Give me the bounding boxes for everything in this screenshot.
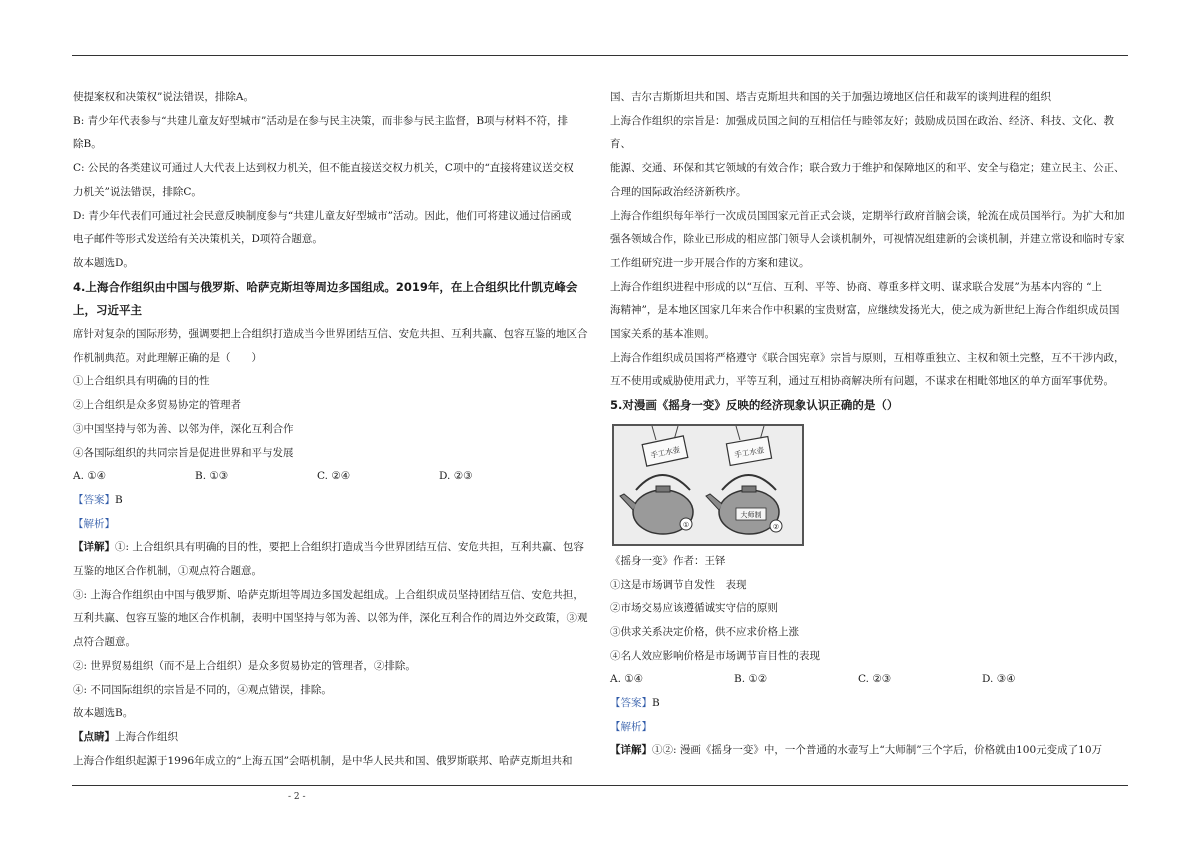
answer-line — [610, 692, 1130, 716]
statement: ①上合组织具有明确的目的性 — [73, 375, 210, 388]
detail-line — [610, 739, 1130, 763]
statement: ①这是市场调节自发性 表现 — [610, 578, 747, 591]
text-line: 合理的国际政治经济新秩序。 — [610, 185, 747, 198]
kettle-left-mark: ① — [682, 520, 690, 529]
text-line: 除B。 — [73, 138, 102, 151]
cartoon-image — [612, 424, 804, 546]
answer-line — [73, 489, 593, 513]
point-label: 【点睛】 — [73, 730, 115, 743]
point-continued — [610, 86, 1130, 394]
question-stem: 5.对漫画《摇身一变》反映的经济现象认识正确的是（） — [610, 398, 899, 413]
text-line: 国、吉尔吉斯斯坦共和国、塔吉克斯坦共和国的关于加强边境地区信任和裁军的谈判进程的组织 — [610, 91, 1051, 103]
text-line: 上海合作组织的宗旨是：加强成员国之间的互相信任与睦邻友好；鼓励成员国在政治、经济、科技、文化、教育、 — [610, 114, 1114, 151]
kettle-right-mark: ② — [772, 522, 780, 531]
price-tag-right-label: 手工水壶 — [733, 445, 765, 460]
answer-label: 【答案】 — [73, 493, 115, 506]
statement: ③中国坚持与邻为善、以邻为伴，深化互利合作 — [73, 422, 294, 435]
master-made-label: 大师制 — [740, 510, 762, 519]
answer-value: B — [652, 697, 660, 710]
statement: ②市场交易应该遵循诚实守信的原则 — [610, 602, 778, 615]
footer-rule — [72, 785, 1128, 786]
detail-line: 互鉴的地区合作机制，①观点符合题意。 — [73, 565, 262, 578]
price-tag-left-label: 手工水壶 — [649, 444, 681, 460]
header-rule — [72, 55, 1128, 56]
right-column — [610, 86, 1130, 763]
question-stem: 席针对复杂的国际形势，强调要把上合组织打造成当今世界团结互信、安危共担、互利共赢、包容互鉴的地区合 — [73, 328, 588, 341]
detail-text: ①②: 漫画《摇身一变》中，一个普通的水壶写上“大师制”三个字后，价格就由100元变成了10万 — [652, 744, 1103, 757]
text-line: 故本题选D。 — [73, 256, 134, 269]
answer-options — [73, 465, 593, 489]
detail-line: ③: 上海合作组织由中国与俄罗斯、哈萨克斯坦等周边多国发起组成。上合组织成员坚持团结互信、安危共担， — [73, 588, 584, 601]
detail-label: 【详解】 — [610, 744, 652, 757]
page-number: - 2 - — [288, 792, 306, 802]
text-line: 海精神”，是本地区国家几年来合作中积累的宝贵财富，应继续发扬光大，使之成为新世纪上海合作组织成员国 — [610, 304, 1120, 317]
text-line: B: 青少年代表参与“共建儿童友好型城市”活动是在参与民主决策，而非参与民主监督，B项与材料不符，排 — [73, 114, 569, 127]
question-stem: 4.上海合作组织由中国与俄罗斯、哈萨克斯坦等周边多国组成。2019年，在上合组织比什凯克峰会上，习近平主 — [73, 279, 578, 318]
option-c: C. ②③ — [858, 673, 892, 686]
detail-line: 互利共赢、包容互鉴的地区合作机制，表明中国坚持与邻为善、以邻为伴，深化互利合作的周边外交政策，③观 — [73, 612, 588, 625]
detail-line: ②: 世界贸易组织（而不是上合组织）是众多贸易协定的管理者，②排除。 — [73, 659, 416, 672]
text-line: 电子邮件等形式发送给有关决策机关，D项符合题意。 — [73, 233, 323, 246]
option-d: D. ②③ — [439, 470, 473, 483]
text-line: 能源、交通、环保和其它领域的有效合作；联合致力于维护和保障地区的和平、安全与稳定；建立民主、公正、 — [610, 162, 1125, 175]
analysis-label: 【解析】 — [73, 517, 115, 530]
cartoon-caption: 《摇身一变》作者：王铎 — [610, 554, 726, 567]
point-title: 上海合作组织 — [115, 730, 178, 743]
option-b: B. ①③ — [195, 470, 229, 483]
text-line: D: 青少年代表们可通过社会民意反映制度参与“共建儿童友好型城市”活动。因此，他们可将建议通过信函或 — [73, 209, 572, 222]
detail-label: 【详解】 — [73, 541, 115, 554]
text-line: 强各领域合作，除业已形成的相应部门领导人会谈机制外，可视情况组建新的会谈机制，并建立常设和临时专家 — [610, 233, 1125, 246]
point-text: 上海合作组织起源于1996年成立的“上海五国”会晤机制，是中华人民共和国、俄罗斯联邦、哈萨克斯坦共和 — [73, 754, 573, 767]
statement: ③供求关系决定价格，供不应求价格上涨 — [610, 625, 799, 638]
text-line: 国家关系的基本准则。 — [610, 328, 715, 341]
left-column — [73, 86, 593, 773]
detail-line — [73, 536, 593, 560]
question-5 — [610, 394, 1130, 763]
text-line: 上海合作组织成员国将严格遵守《联合国宪章》宗旨与原则，互相尊重独立、主权和领土完整，互不干涉内政， — [610, 351, 1125, 364]
option-a: A. ①④ — [610, 673, 644, 686]
statement: ④各国际组织的共同宗旨是促进世界和平与发展 — [73, 446, 294, 459]
answer-options — [610, 668, 1130, 692]
option-b: B. ①② — [734, 673, 768, 686]
answer-label: 【答案】 — [610, 697, 652, 710]
detail-text: ①: 上合组织具有明确的目的性，要把上合组织打造成当今世界团结互信、安危共担，互利共赢、包容 — [115, 541, 584, 554]
prev-question-analysis — [73, 86, 593, 276]
answer-value: B — [115, 493, 123, 506]
detail-line: 点符合题意。 — [73, 636, 136, 649]
point-line — [73, 726, 593, 750]
option-d: D. ③④ — [982, 673, 1016, 686]
text-line: 互不使用或威胁使用武力，平等互利，通过互相协商解决所有问题，不谋求在相毗邻地区的单方面军事优势。 — [610, 375, 1114, 388]
text-line: 力机关”说法错误，排除C。 — [73, 185, 202, 198]
text-line: 使提案权和决策权”说法错误，排除A。 — [73, 91, 254, 103]
detail-line: ④: 不同国际组织的宗旨是不同的，④观点错误，排除。 — [73, 683, 332, 696]
option-a: A. ①④ — [73, 470, 107, 483]
question-4 — [73, 276, 593, 774]
detail-line: 故本题选B。 — [73, 707, 134, 720]
option-c: C. ②④ — [317, 470, 351, 483]
kettle-cartoon-icon — [614, 426, 802, 544]
text-line: 上海合作组织进程中形成的以“互信、互利、平等、协商、尊重多样文明、谋求联合发展”为基本内容的 “上 — [610, 280, 1102, 293]
text-line: 上海合作组织每年举行一次成员国国家元首正式会谈，定期举行政府首脑会谈，轮流在成员国举行。为扩大和加 — [610, 209, 1125, 222]
statement: ④名人效应影响价格是市场调节盲目性的表现 — [610, 649, 820, 662]
analysis-label: 【解析】 — [610, 720, 652, 733]
question-stem: 作机制典范。对此理解正确的是（ ） — [73, 351, 262, 364]
statement: ②上合组织是众多贸易协定的管理者 — [73, 399, 241, 412]
text-line: 工作组研究进一步开展合作的方案和建议。 — [610, 256, 810, 269]
text-line: C: 公民的各类建议可通过人大代表上达到权力机关，但不能直接送交权力机关，C项中的“直接将建议送交权 — [73, 162, 574, 175]
